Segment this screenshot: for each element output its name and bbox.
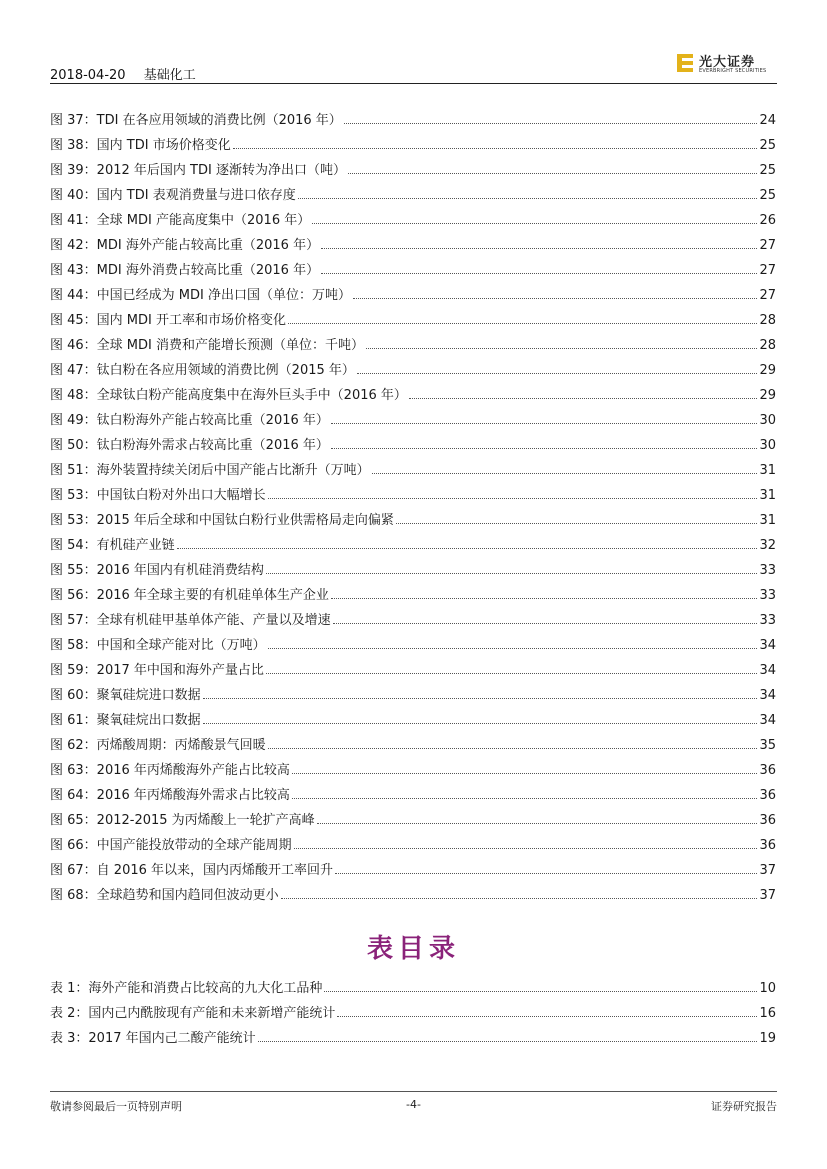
page-number: -4- — [406, 1098, 421, 1111]
toc-entry-title: 图 62：丙烯酸周期：丙烯酸景气回暖 — [50, 738, 266, 753]
dot-leader — [233, 147, 758, 149]
figure-toc-entry[interactable] — [50, 703, 776, 728]
toc-entry-title: 图 51：海外装置持续关闭后中国产能占比渐升（万吨） — [50, 463, 370, 478]
toc-entry-title: 图 46：全球 MDI 消费和产能增长预测（单位：千吨） — [50, 338, 364, 353]
toc-entry-page: 27 — [759, 288, 776, 303]
figure-toc-entry[interactable] — [50, 203, 776, 228]
dot-leader — [294, 847, 758, 849]
toc-entry-title: 图 42：MDI 海外产能占较高比重（2016 年） — [50, 238, 320, 253]
toc-entry-page: 29 — [759, 388, 776, 403]
toc-entry-page: 36 — [759, 763, 776, 778]
toc-entry-title: 图 41：全球 MDI 产能高度集中（2016 年） — [50, 213, 311, 228]
header-info — [50, 64, 196, 83]
toc-entry-page: 34 — [759, 688, 776, 703]
dot-leader — [333, 622, 758, 624]
toc-entry-title: 表 2：国内己内酰胺现有产能和未来新增产能统计 — [50, 1006, 336, 1021]
figure-toc-entry[interactable] — [50, 528, 776, 553]
toc-entry-title: 图 59：2017 年中国和海外产量占比 — [50, 663, 264, 678]
header-divider — [50, 83, 777, 84]
dot-leader — [344, 122, 758, 124]
dot-leader — [268, 497, 758, 499]
dot-leader — [353, 297, 757, 299]
toc-entry-page: 32 — [759, 538, 776, 553]
report-date: 2018-04-20 — [50, 68, 126, 83]
figure-toc-entry[interactable] — [50, 653, 776, 678]
toc-entry-title: 图 57：全球有机硅甲基单体产能、产量以及增速 — [50, 613, 331, 628]
dot-leader — [258, 1040, 758, 1042]
toc-entry-title: 表 3：2017 年国内己二酸产能统计 — [50, 1031, 256, 1046]
toc-entry-title: 表 1：海外产能和消费占比较高的九大化工品种 — [50, 981, 323, 996]
toc-entry-title: 图 44：中国已经成为 MDI 净出口国（单位：万吨） — [50, 288, 351, 303]
figure-toc-entry[interactable] — [50, 853, 776, 878]
figure-toc-entry[interactable] — [50, 253, 776, 278]
dot-leader — [298, 197, 758, 199]
toc-entry-title: 图 64：2016 年丙烯酸海外需求占比较高 — [50, 788, 290, 803]
toc-entry-title: 图 53：中国钛白粉对外出口大幅增长 — [50, 488, 266, 503]
table-toc-entry[interactable] — [50, 971, 776, 996]
dot-leader — [396, 522, 758, 524]
toc-entry-page: 29 — [759, 363, 776, 378]
figure-toc-entry[interactable] — [50, 878, 776, 903]
toc-entry-page: 33 — [759, 613, 776, 628]
toc-entry-page: 33 — [759, 563, 776, 578]
toc-entry-page: 35 — [759, 738, 776, 753]
figure-toc-entry[interactable] — [50, 578, 776, 603]
toc-entry-title: 图 37：TDI 在各应用领域的消费比例（2016 年） — [50, 113, 342, 128]
dot-leader — [268, 747, 758, 749]
toc-entry-page: 10 — [759, 981, 776, 996]
toc-entry-page: 16 — [759, 1006, 776, 1021]
toc-entry-page: 36 — [759, 838, 776, 853]
toc-entry-title: 图 67：自 2016 年以来，国内丙烯酸开工率回升 — [50, 863, 334, 878]
toc-entry-title: 图 39：2012 年后国内 TDI 逐渐转为净出口（吨） — [50, 163, 346, 178]
disclaimer-note: 敬请参阅最后一页特别声明 — [50, 1100, 182, 1113]
dot-leader — [335, 872, 757, 874]
toc-entry-title: 图 61：聚氧硅烷出口数据 — [50, 713, 201, 728]
figure-toc-entry[interactable] — [50, 778, 776, 803]
toc-entry-page: 37 — [759, 863, 776, 878]
toc-entry-page: 25 — [759, 138, 776, 153]
table-toc-entry[interactable] — [50, 1021, 776, 1046]
toc-entry-title: 图 53：2015 年后全球和中国钛白粉行业供需格局走向偏紧 — [50, 513, 394, 528]
toc-entry-page: 36 — [759, 788, 776, 803]
dot-leader — [348, 172, 758, 174]
toc-entry-page: 19 — [759, 1031, 776, 1046]
dot-leader — [321, 247, 757, 249]
toc-entry-page: 34 — [759, 663, 776, 678]
table-toc-entry[interactable] — [50, 996, 776, 1021]
dot-leader — [324, 990, 757, 992]
toc-entry-title: 图 40：国内 TDI 表观消费量与进口依存度 — [50, 188, 296, 203]
toc-entry-page: 36 — [759, 813, 776, 828]
toc-entry-page: 37 — [759, 888, 776, 903]
figure-toc-entry[interactable] — [50, 403, 776, 428]
page-header — [50, 52, 777, 82]
toc-entry-title: 图 45：国内 MDI 开工率和市场价格变化 — [50, 313, 286, 328]
toc-entry-page: 24 — [759, 113, 776, 128]
dot-leader — [331, 447, 758, 449]
toc-entry-page: 31 — [759, 488, 776, 503]
toc-entry-title: 图 60：聚氧硅烷进口数据 — [50, 688, 201, 703]
toc-entry-title: 图 47：钛白粉在各应用领域的消费比例（2015 年） — [50, 363, 355, 378]
dot-leader — [331, 597, 758, 599]
toc-entry-page: 30 — [759, 438, 776, 453]
report-industry: 基础化工 — [143, 68, 196, 83]
toc-entry-title: 图 56：2016 年全球主要的有机硅单体生产企业 — [50, 588, 329, 603]
figure-toc-entry[interactable] — [50, 603, 776, 628]
dot-leader — [337, 1015, 757, 1017]
toc-entry-page: 26 — [759, 213, 776, 228]
dot-leader — [366, 347, 757, 349]
figure-toc-entry[interactable] — [50, 328, 776, 353]
figure-toc-entry[interactable] — [50, 553, 776, 578]
dot-leader — [268, 647, 758, 649]
figure-toc-entry[interactable] — [50, 178, 776, 203]
dot-leader — [266, 572, 758, 574]
figure-toc-entry[interactable] — [50, 103, 776, 128]
dot-leader — [357, 372, 758, 374]
report-type: 证券研究报告 — [711, 1100, 777, 1113]
toc-entry-title: 图 58：中国和全球产能对比（万吨） — [50, 638, 266, 653]
table-list — [50, 971, 776, 1046]
figure-toc-entry[interactable] — [50, 428, 776, 453]
toc-entry-page: 27 — [759, 238, 776, 253]
dot-leader — [372, 472, 758, 474]
toc-entry-title: 图 65：2012-2015 为丙烯酸上一轮扩产高峰 — [50, 813, 315, 828]
dot-leader — [292, 772, 758, 774]
dot-leader — [203, 722, 758, 724]
figure-toc-entry[interactable] — [50, 353, 776, 378]
toc-entry-title: 图 43：MDI 海外消费占较高比重（2016 年） — [50, 263, 320, 278]
toc-entry-title: 图 66：中国产能投放带动的全球产能周期 — [50, 838, 292, 853]
figure-toc-entry[interactable] — [50, 728, 776, 753]
page-footer — [50, 1098, 777, 1114]
toc-entry-page: 27 — [759, 263, 776, 278]
figure-toc-entry[interactable] — [50, 453, 776, 478]
toc-entry-title: 图 54：有机硅产业链 — [50, 538, 175, 553]
figure-toc-entry[interactable] — [50, 378, 776, 403]
toc-entry-page: 28 — [759, 338, 776, 353]
company-logo — [677, 52, 777, 78]
figure-toc-entry[interactable] — [50, 228, 776, 253]
dot-leader — [312, 222, 757, 224]
toc-entry-title: 图 63：2016 年丙烯酸海外产能占比较高 — [50, 763, 290, 778]
figure-toc-entry[interactable] — [50, 828, 776, 853]
figure-list — [50, 103, 776, 903]
dot-leader — [177, 547, 758, 549]
toc-entry-title: 图 68：全球趋势和国内趋同但波动更小 — [50, 888, 279, 903]
dot-leader — [409, 397, 758, 399]
toc-entry-title: 图 49：钛白粉海外产能占较高比重（2016 年） — [50, 413, 329, 428]
figure-toc-entry[interactable] — [50, 278, 776, 303]
toc-entry-title: 图 55：2016 年国内有机硅消费结构 — [50, 563, 264, 578]
figure-toc-entry[interactable] — [50, 478, 776, 503]
toc-entry-title: 图 38：国内 TDI 市场价格变化 — [50, 138, 231, 153]
dot-leader — [288, 322, 757, 324]
toc-entry-page: 30 — [759, 413, 776, 428]
dot-leader — [281, 897, 758, 899]
dot-leader — [321, 272, 757, 274]
figure-toc-entry[interactable] — [50, 803, 776, 828]
toc-entry-title: 图 48：全球钛白粉产能高度集中在海外巨头手中（2016 年） — [50, 388, 407, 403]
toc-entry-page: 31 — [759, 463, 776, 478]
figure-toc-entry[interactable] — [50, 503, 776, 528]
figure-toc-entry[interactable] — [50, 303, 776, 328]
logo-mark-icon — [677, 54, 693, 72]
logo-text-en: EVERBRIGHT SECURITIES — [699, 68, 767, 74]
toc-entry-page: 31 — [759, 513, 776, 528]
figure-toc-entry[interactable] — [50, 153, 776, 178]
footer-divider — [50, 1091, 777, 1092]
dot-leader — [266, 672, 758, 674]
figure-toc-entry[interactable] — [50, 678, 776, 703]
toc-entry-title: 图 50：钛白粉海外需求占较高比重（2016 年） — [50, 438, 329, 453]
figure-toc-entry[interactable] — [50, 128, 776, 153]
toc-entry-page: 25 — [759, 188, 776, 203]
logo-text-cn: 光大证券 — [699, 55, 756, 70]
dot-leader — [331, 422, 758, 424]
toc-entry-page: 34 — [759, 713, 776, 728]
toc-entry-page: 34 — [759, 638, 776, 653]
toc-entry-page: 33 — [759, 588, 776, 603]
figure-toc-entry[interactable] — [50, 753, 776, 778]
table-list-heading: 表目录 — [366, 934, 460, 964]
dot-leader — [317, 822, 758, 824]
toc-entry-page: 25 — [759, 163, 776, 178]
dot-leader — [203, 697, 758, 699]
figure-toc-entry[interactable] — [50, 628, 776, 653]
dot-leader — [292, 797, 758, 799]
toc-entry-page: 28 — [759, 313, 776, 328]
